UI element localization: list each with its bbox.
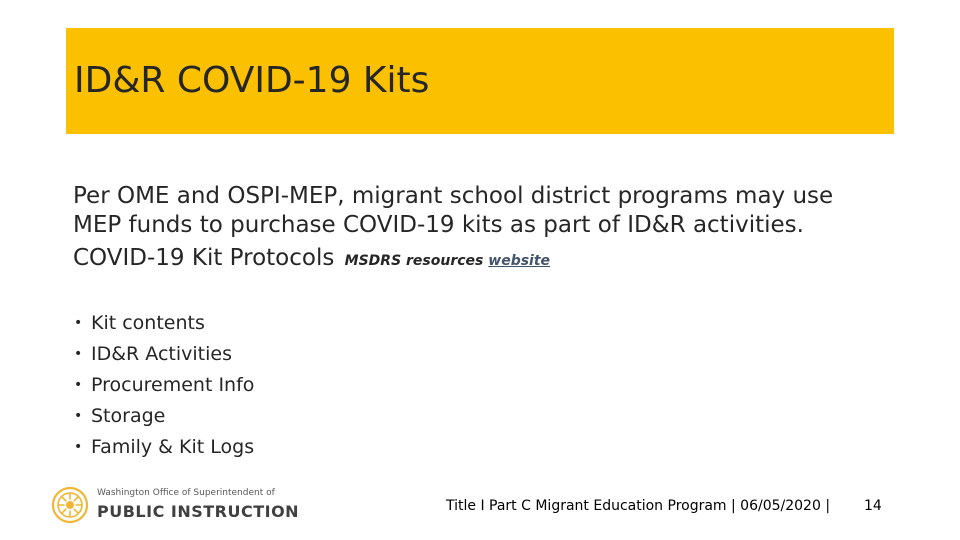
bullet-icon: •: [74, 377, 83, 393]
footer-text: Title I Part C Migrant Education Program | 06/05/2020 |: [446, 498, 831, 514]
list-item: [73, 370, 254, 401]
ospi-logo: [51, 486, 300, 524]
bullet-text: Family & Kit Logs: [91, 436, 255, 458]
protocols-line: [73, 244, 873, 276]
bullet-icon: •: [74, 408, 83, 424]
intro-paragraph: Per OME and OSPI-MEP, migrant school district programs may use MEP funds to purchase COVID-19 kits as part of ID&R activities.: [73, 183, 834, 238]
list-item: [73, 401, 254, 432]
resources-label: MSDRS resources: [344, 253, 484, 269]
bullet-icon: •: [74, 439, 83, 455]
list-item: [73, 308, 254, 339]
bullet-icon: •: [74, 346, 83, 362]
slide-title: ID&R COVID-19 Kits: [74, 60, 430, 101]
bullet-icon: •: [74, 315, 83, 331]
list-item: [73, 339, 254, 370]
bullet-text: Kit contents: [91, 312, 205, 334]
page-number: 14: [864, 498, 882, 514]
resources-note: [345, 253, 550, 269]
bullet-text: ID&R Activities: [91, 343, 232, 365]
bullet-text: Procurement Info: [91, 374, 255, 396]
title-bar: [66, 28, 894, 134]
logo-wordmark: PUBLIC INSTRUCTION: [97, 502, 300, 521]
sunburst-seal-icon: [51, 486, 89, 524]
website-link[interactable]: website: [488, 253, 551, 269]
protocols-label: COVID-19 Kit Protocols: [73, 245, 335, 271]
logo-subtitle: Washington Office of Superintendent of: [97, 488, 275, 498]
body-text: [73, 182, 873, 276]
protocol-bullet-list: [73, 308, 254, 463]
list-item: [73, 432, 254, 463]
bullet-text: Storage: [91, 405, 166, 427]
